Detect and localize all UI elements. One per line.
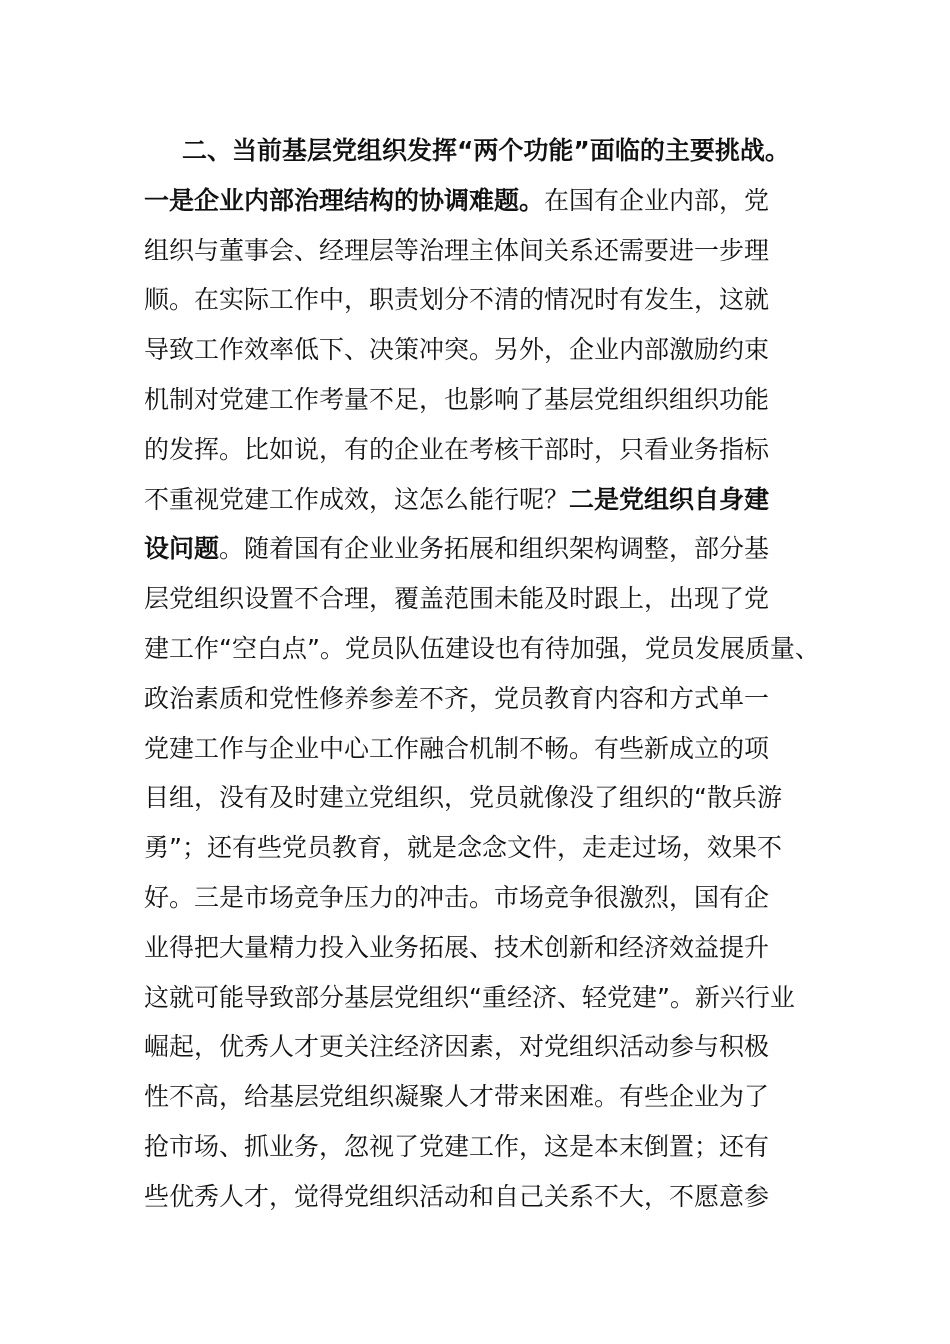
text-line: 性不高，给基层党组织凝聚人才带来困难。有些企业为了 [144,1082,770,1112]
text-line [144,176,824,226]
text-line: 抢市场、抓业务，忽视了党建工作，这是本末倒置；还有 [144,1131,770,1161]
text-line: 党建工作与企业中心工作融合机制不畅。有些新成立的项 [144,733,770,763]
section-heading: 二、当前基层党组织发挥“两个功能”面临的主要挑战。 [182,136,790,165]
text-line [144,524,824,574]
text-line: 导致工作效率低下、决策冲突。另外，企业内部激励约束 [144,335,770,365]
text-line: 业得把大量精力投入业务拓展、技术创新和经济效益提升 [144,932,770,962]
text-span: 不重视党建工作成效，这怎么能行呢？ [144,484,570,514]
text-line: 崛起，优秀人才更关注经济因素，对党组织活动参与积极 [144,1032,770,1062]
text-line: 些优秀人才，觉得党组织活动和自己关系不大，不愿意参 [144,1181,770,1211]
text-line [144,475,824,525]
text-line: 的发挥。比如说，有的企业在考核干部时，只看业务指标 [144,434,770,464]
text-line: 好。三是市场竞争压力的冲击。市场竞争很激烈，国有企 [144,882,770,912]
text-line: 建工作“空白点”。党员队伍建设也有待加强，党员发展质量、 [144,633,820,663]
point-one-title: 一是企业内部治理结构的协调难题。 [144,185,545,215]
text-line: 顺。在实际工作中，职责划分不清的情况时有发生，这就 [144,285,770,315]
text-span: 在国有企业内部，党 [544,185,770,215]
text-line: 政治素质和党性修养参差不齐，党员教育内容和方式单一 [144,683,770,713]
text-line: 目组，没有及时建立党组织，党员就像没了组织的“散兵游 [144,783,782,813]
text-line: 勇”；还有些党员教育，就是念念文件，走走过场，效果不 [144,833,782,863]
point-two-title-cont: 设问题 [144,534,220,564]
text-line: 组织与董事会、经理层等治理主体间关系还需要进一步理 [144,235,770,265]
text-span: 。随着国有企业业务拓展和组织架构调整，部分基 [219,534,770,564]
point-two-title: 二是党组织自身建 [569,484,770,514]
text-line: 机制对党建工作考量不足，也影响了基层党组织组织功能 [144,384,770,414]
text-line: 层党组织设置不合理，覆盖范围未能及时跟上，出现了党 [144,584,770,614]
document-body [144,126,824,1222]
text-line: 这就可能导致部分基层党组织“重经济、轻党建”。新兴行业 [144,982,795,1012]
